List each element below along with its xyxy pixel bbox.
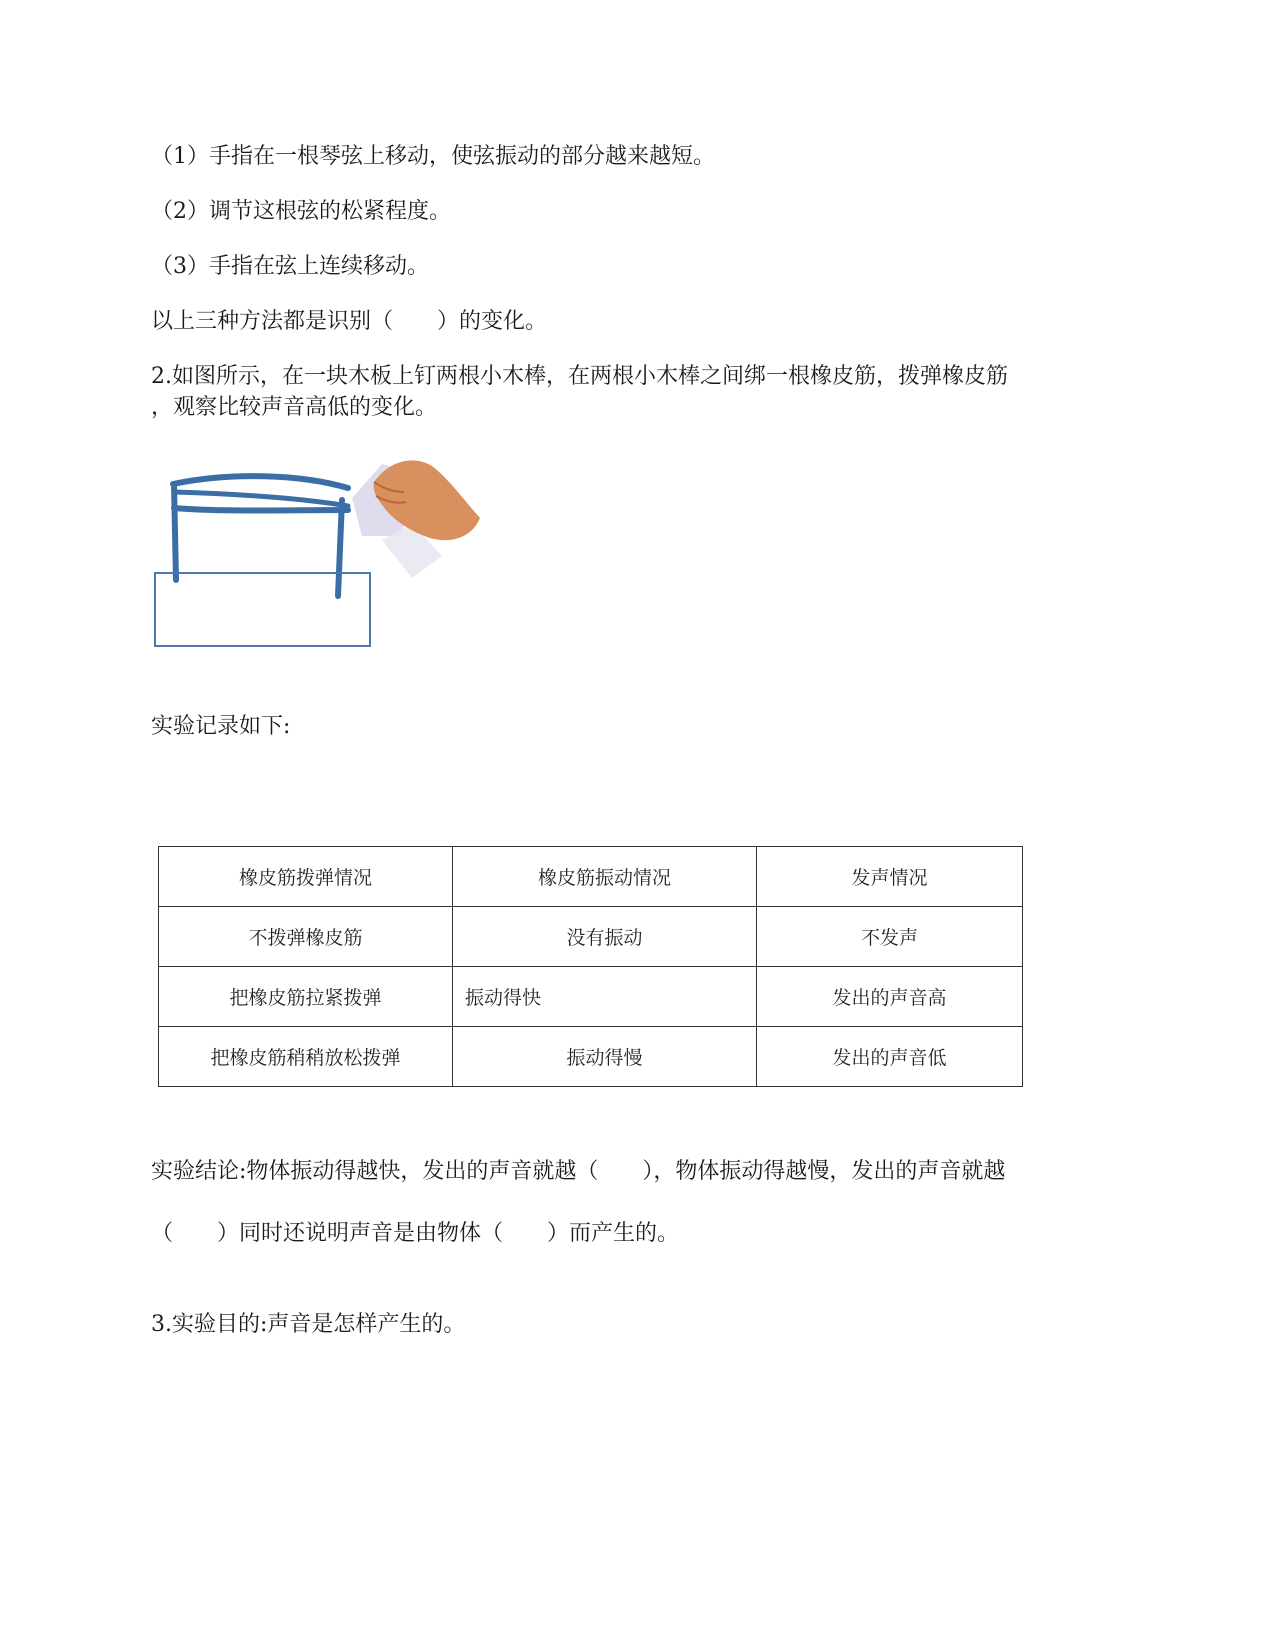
rubber-band-apparatus-illustration — [150, 452, 495, 692]
header-cell: 发声情况 — [757, 847, 1023, 907]
table-row — [159, 907, 1023, 967]
conclusion-line-1: 实验结论:物体振动得越快，发出的声音就越（ ），物体振动得越慢，发出的声音就越 — [151, 1159, 1006, 1184]
header-cell: 橡皮筋拨弹情况 — [159, 847, 453, 907]
table-cell: 发出的声音低 — [757, 1027, 1023, 1087]
header-cell: 橡皮筋振动情况 — [453, 847, 757, 907]
hand-illustration — [352, 460, 480, 578]
table-cell: 把橡皮筋拉紧拨弹 — [159, 967, 453, 1027]
table-cell: 不拨弹橡皮筋 — [159, 907, 453, 967]
table-row — [159, 967, 1023, 1027]
table-cell: 没有振动 — [453, 907, 757, 967]
table-cell: 发出的声音高 — [757, 967, 1023, 1027]
table-row — [159, 1027, 1023, 1087]
question-2-line-1: 2.如图所示，在一块木板上钉两根小木棒，在两根小木棒之间绑一根橡皮筋，拨弹橡皮筋 — [151, 364, 1008, 389]
question-1-item-2: （2）调节这根弦的松紧程度。 — [151, 199, 451, 224]
record-intro: 实验记录如下: — [151, 714, 291, 739]
stick-frame — [173, 476, 348, 596]
question-1-item-1: （1）手指在一根琴弦上移动，使弦振动的部分越来越短。 — [151, 144, 715, 169]
question-3-line: 3.实验目的:声音是怎样产生的。 — [151, 1312, 466, 1337]
question-2-line-2: ，观察比较声音高低的变化。 — [151, 395, 438, 420]
question-1-item-3: （3）手指在弦上连续移动。 — [151, 254, 429, 279]
rubber-band-apparatus-figure — [150, 452, 495, 692]
table-cell: 振动得快 — [453, 967, 757, 1027]
table-cell: 不发声 — [757, 907, 1023, 967]
conclusion-line-2: （ ）同时还说明声音是由物体（ ）而产生的。 — [151, 1221, 680, 1246]
table-cell: 振动得慢 — [453, 1027, 757, 1087]
table-cell: 把橡皮筋稍稍放松拨弹 — [159, 1027, 453, 1087]
question-1-conclusion: 以上三种方法都是识别（ ）的变化。 — [151, 309, 548, 334]
experiment-record-table — [158, 846, 1023, 1087]
table-header-row — [159, 847, 1023, 907]
